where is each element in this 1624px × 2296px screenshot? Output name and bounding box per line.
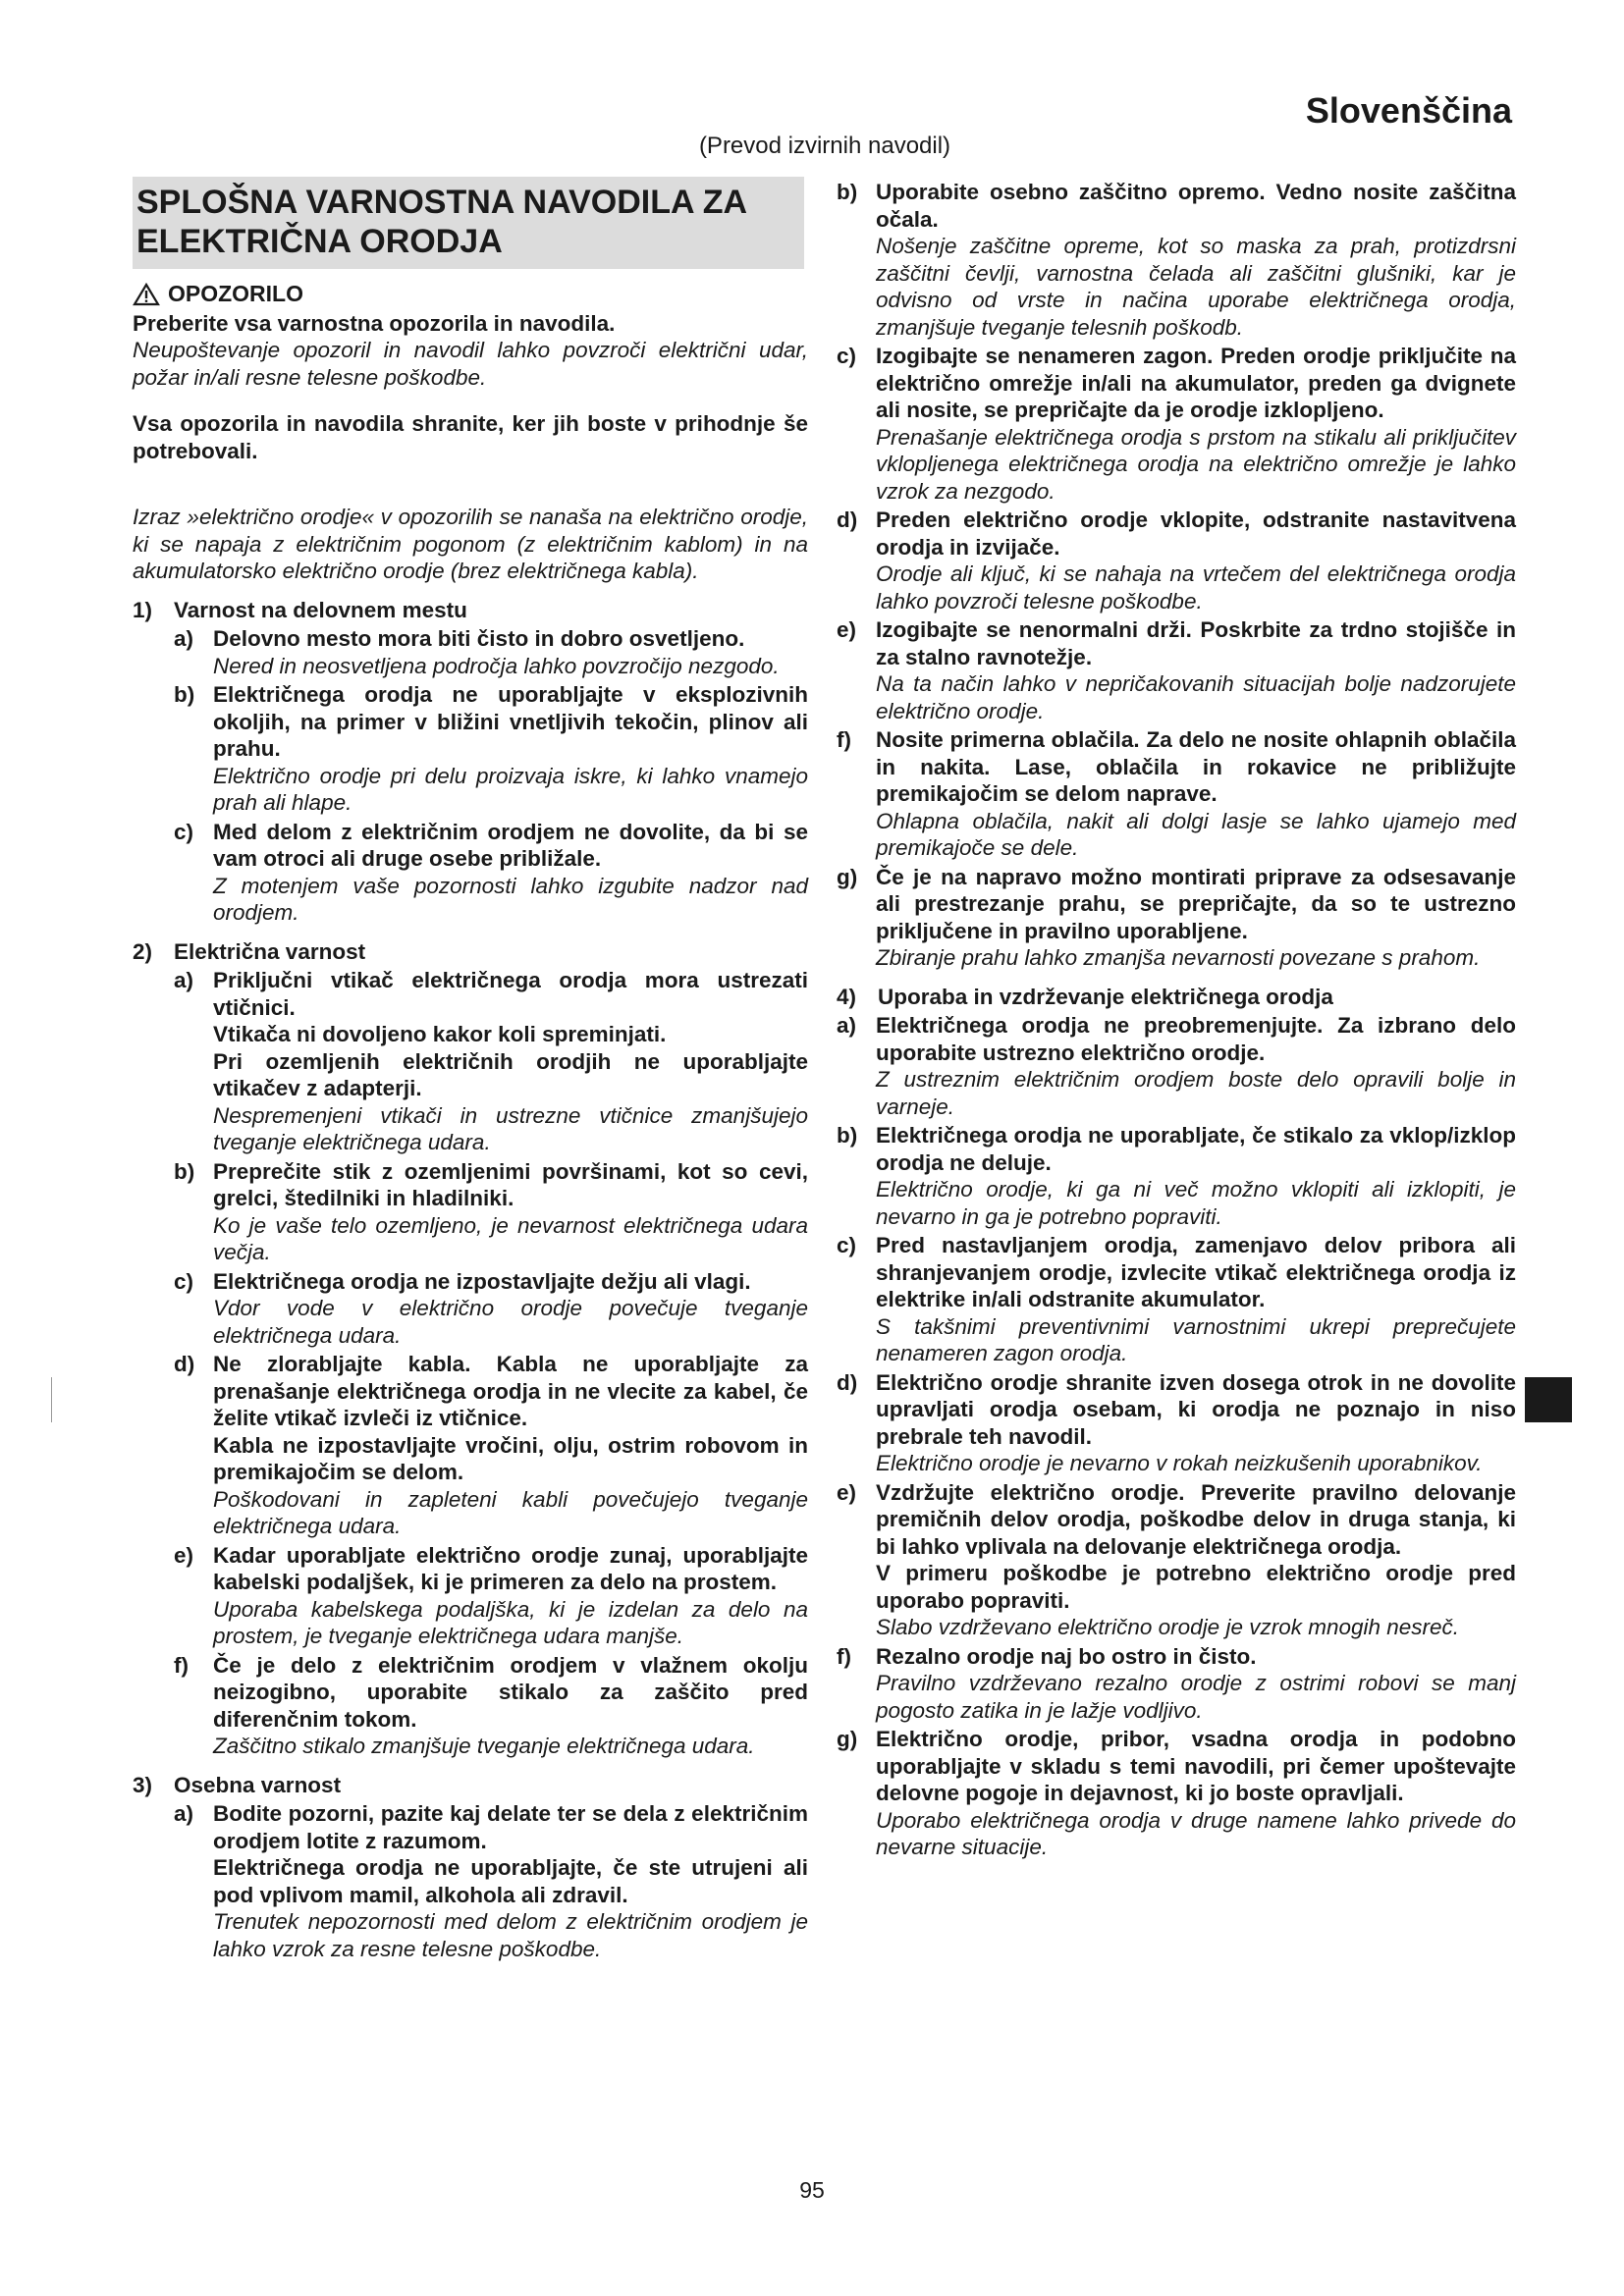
section-4-heading: 4) Uporaba in vzdrževanje električnega orodja <box>837 984 1333 1009</box>
section-3-item-d: d) Preden električno orodje vklopite, odstranite nastavitvena orodja in izvijače. Orodje ali ključ, ki se nahaja na vrtečem del električnega orodja lahko povzroči telesne poškodbe. <box>837 507 1516 614</box>
warning-triangle-icon <box>133 283 160 306</box>
section-3-item-c: c) Izogibajte se nenameren zagon. Preden orodje priključite na električno omrežje in/ali na akumulator, preden ga dvignete ali nosite, se prepričajte da je orodje izklopljeno. Prenašanje električnega orodja s prstom na stikalu ali priključitev vklopljenega električnega orodja na električno omrežje je lahko vzrok za nezgodo. <box>837 344 1516 504</box>
language-label: Slovenščina <box>1305 90 1512 131</box>
intro-italic-1: Neupoštevanje opozoril in navodil lahko povzroči električni udar, požar in/ali resne telesne poškodbe. <box>133 338 808 390</box>
right-column <box>837 177 1516 1861</box>
section-4-item-f: f) Rezalno orodje naj bo ostro in čisto. Pravilno vzdrževano rezalno orodje z ostrimi robovi se manj pogosto zatika in je lažje vodljivo. <box>837 1643 1516 1723</box>
section-1-item-c: c) Med delom z električnim orodjem ne dovolite, da bi se vam otroci ali druge osebe približale. Z motenjem vaše pozornosti lahko izgubite nadzor nad orodjem. <box>174 819 808 925</box>
section-2-item-b: b) Preprečite stik z ozemljenimi površinami, kot so cevi, grelci, štedilniki in hladilniki. Ko je vaše telo ozemljeno, je nevarnost električnega udara večja. <box>174 1158 808 1264</box>
section-3-item-a: a) Bodite pozorni, pazite kaj delate ter se dela z električnim orodjem lotite z razumom. Električnega orodja ne uporabljajte, če ste utrujeni ali pod vplivom mamil, alkohola ali zdravil. Trenutek nepozornosti med delom z električnim orodjem je lahko vzrok za resne telesne poškodbe. <box>174 1801 808 1961</box>
warning-heading <box>133 281 808 308</box>
title-box <box>133 177 804 269</box>
section-4-item-d: d) Električno orodje shranite izven dosega otrok in ne dovolite upravljati orodja osebam, ki orodja ne poznajo in niso prebrale teh navodil. Električno orodje je nevarno v rokah neizkušenih uporabnikov. <box>837 1369 1516 1475</box>
margin-mark <box>51 1377 52 1422</box>
page-title: SPLOŠNA VARNOSTNA NAVODILA ZA ELEKTRIČNA ORODJA <box>136 184 746 260</box>
section-3-item-b: b) Uporabite osebno zaščitno opremo. Vedno nosite zaščitna očala. Nošenje zaščitne opreme, kot so maska za prah, protizdrsni zaščitni čevlji, varnostna čelada ali zaščitni glušniki, kar je odvisno od vrste in načina uporabe električnega orodja, zmanjšuje tveganje telesnih poškodb. <box>837 180 1516 340</box>
section-4-item-b: b) Električnega orodja ne uporabljate, če stikalo za vklop/izklop orodja ne deluje. Električno orodje, ki ga ni več možno vklopiti ali izklopiti, je nevarno in ga je potrebno popraviti. <box>837 1123 1516 1229</box>
intro-italic-2: Izraz »električno orodje« v opozorilih se nanaša na električno orodje, ki se napaja z električnim pogonom (z električnim kablom) in na akumulatorsko električno orodje (brez električnega kabla). <box>133 505 808 583</box>
intro-bold-2: Vsa opozorila in navodila shranite, ker jih boste v prihodnje še potrebovali. <box>133 411 808 463</box>
section-2-item-c: c) Električnega orodja ne izpostavljajte dežju ali vlagi. Vdor vode v električno orodje povečuje tveganje električnega udara. <box>174 1268 808 1348</box>
section-1-item-b: b) Električnega orodja ne uporabljajte v eksplozivnih okoljih, na primer v bližini vnetljivih tekočin, plinov ali prahu. Električno orodje pri delu proizvaja iskre, ki lahko vnamejo prah ali hlape. <box>174 682 808 815</box>
section-2-item-f: f) Če je delo z električnim orodjem v vlažnem okolju neizogibno, uporabite stikalo za zaščito pred diferenčnim tokom. Zaščitno stikalo zmanjšuje tveganje električnega udara. <box>174 1652 808 1758</box>
page-number: 95 <box>799 2177 825 2203</box>
intro-bold-1: Preberite vsa varnostna opozorila in navodila. <box>133 310 616 336</box>
page-subtitle: (Prevod izvirnih navodil) <box>698 133 951 159</box>
section-2-item-e: e) Kadar uporabljate električno orodje zunaj, uporabljajte kabelski podaljšek, ki je primeren za delo na prostem. Uporaba kabelskega podaljška, ki je izdelan za delo na prostem, je tveganje električnega udara manjše. <box>174 1542 808 1648</box>
section-4-item-c: c) Pred nastavljanjem orodja, zamenjavo delov pribora ali shranjevanjem orodje, izvlecite vtikač električnega orodja iz elektrike in/ali odstranite akumulator. S takšnimi preventivnimi varnostnimi ukrepi preprečujete nenameren zagon orodja. <box>837 1233 1516 1365</box>
section-1-heading: 1) Varnost na delovnem mestu <box>133 597 467 622</box>
section-tab-marker <box>1525 1377 1572 1422</box>
left-column <box>133 177 808 1962</box>
warning-label: OPOZORILO <box>168 281 303 306</box>
section-2-heading: 2) Električna varnost <box>133 938 366 964</box>
section-3-item-f: f) Nosite primerna oblačila. Za delo ne nosite ohlapnih oblačila in nakita. Lase, oblačila in rokavice ne približujte premikajočim se delom naprave. Ohlapna oblačila, nakit ali dolgi lasje se lahko ujamejo med premikajoče se dele. <box>837 727 1516 860</box>
section-3-item-g: g) Če je na napravo možno montirati priprave za odsesavanje ali prestrezanje prahu, se prepričajte, da so te ustrezno priključene in pravilno uporabljene. Zbiranje prahu lahko zmanjša nevarnosti povezane s prahom. <box>837 864 1516 970</box>
section-3-item-e: e) Izogibajte se nenormalni drži. Poskrbite za trdno stojišče in za stalno ravnotežje. Na ta način lahko v nepričakovanih situacijah bolje nadzorujete električno orodje. <box>837 617 1516 723</box>
section-2-item-a: a) Priključni vtikač električnega orodja mora ustrezati vtičnici. Vtikača ni dovoljeno kakor koli spreminjati. Pri ozemljenih električnih orodjih ne uporabljajte vtikačev z adapterji. Nespremenjeni vtikači in ustrezne vtičnice zmanjšujejo tveganje električnega udara. <box>174 968 808 1154</box>
section-3-heading: 3) Osebna varnost <box>133 1772 342 1797</box>
section-4-item-g: g) Električno orodje, pribor, vsadna orodja in podobno uporabljajte v skladu s temi navodili, pri čemer upoštevajte delovne pogoje in dejavnost, ki jo boste opravljali. Uporabo električnega orodja v druge namene lahko privede do nevarne situacije. <box>837 1727 1516 1859</box>
section-1-item-a: a) Delovno mesto mora biti čisto in dobro osvetljeno. Nered in neosvetljena področja lahko povzročijo nezgodo. <box>174 626 780 678</box>
section-4-item-a: a) Električnega orodja ne preobremenjujte. Za izbrano delo uporabite ustrezno električno orodje. Z ustreznim električnim orodjem boste delo opravili bolje in varneje. <box>837 1013 1516 1119</box>
section-4-item-e: e) Vzdržujte električno orodje. Preverite pravilno delovanje premičnih delov orodja, poškodbe delov in druga stanja, ki bi lahko vplivala na delovanje električnega orodja. V primeru poškodbe je potrebno električno orodje pred uporabo popraviti. Slabo vzdrževano električno orodje je vzrok mnogih nesreč. <box>837 1479 1516 1639</box>
section-2-item-d: d) Ne zlorabljajte kabla. Kabla ne uporabljajte za prenašanje električnega orodja in ne vlecite za kabel, če želite vtikač izvleči iz vtičnice. Kabla ne izpostavljajte vročini, olju, ostrim robovom in premikajočim se delom. Poškodovani in zapleteni kabli povečujejo tveganje električnega udara. <box>174 1352 808 1538</box>
